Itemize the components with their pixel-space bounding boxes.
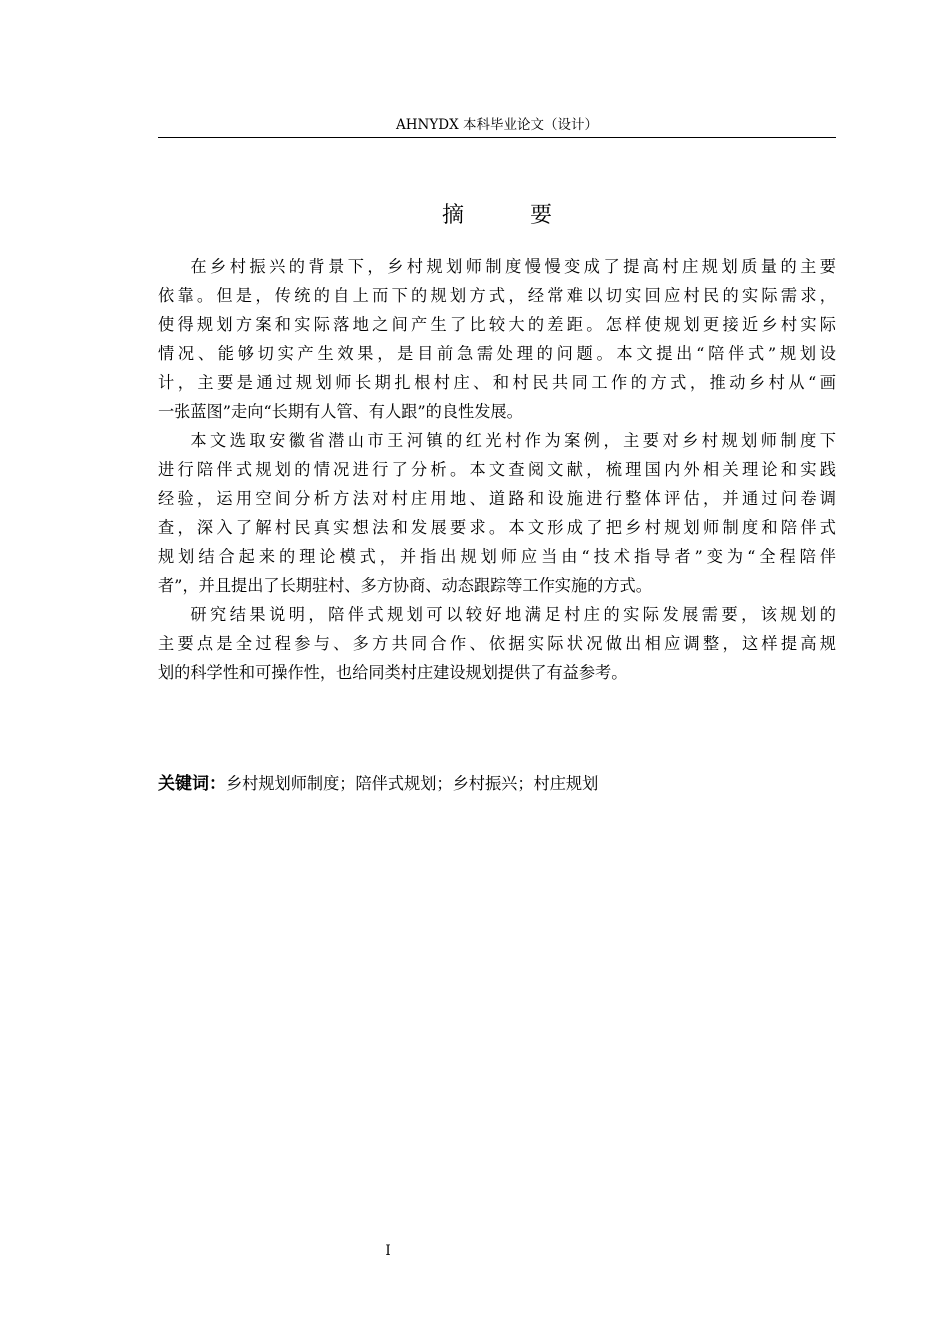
keywords-text: 乡村规划师制度；陪伴式规划；乡村振兴；村庄规划 [226, 774, 599, 793]
text-line: 在乡村振兴的背景下，乡村规划师制度慢慢变成了提高村庄规划质量的主要 [190, 257, 836, 276]
text-line: 规划结合起来的理论模式，并指出规划师应当由“技术指导者”变为“全程陪伴 [158, 547, 836, 566]
page-number: I [385, 1243, 391, 1259]
text-line: 本文选取安徽省潜山市王河镇的红光村作为案例，主要对乡村规划师制度下 [190, 431, 836, 450]
text-line: 研究结果说明，陪伴式规划可以较好地满足村庄的实际发展需要，该规划的 [190, 605, 836, 624]
text-line: 一张蓝图”走向“长期有人管、有人跟”的良性发展。 [158, 402, 523, 421]
text-line: 经验，运用空间分析方法对村庄用地、道路和设施进行整体评估，并通过问卷调 [158, 489, 836, 508]
abstract-paragraph-2 [158, 426, 836, 600]
page-header: AHNYDX 本科毕业论文（设计） [396, 117, 598, 133]
text-line: 划的科学性和可操作性，也给同类村庄建设规划提供了有益参考。 [158, 663, 628, 682]
keywords [158, 769, 836, 799]
header-rule [158, 137, 836, 138]
text-line: 主要点是全过程参与、多方共同合作、依据实际状况做出相应调整，这样提高规 [158, 634, 836, 653]
text-line: 计，主要是通过规划师长期扎根村庄、和村民共同工作的方式，推动乡村从“画 [158, 373, 836, 392]
text-line: 依靠。但是，传统的自上而下的规划方式，经常难以切实回应村民的实际需求， [158, 286, 836, 305]
abstract-paragraph-3 [158, 600, 836, 687]
text-line: 者”，并且提出了长期驻村、多方协商、动态跟踪等工作实施的方式。 [158, 576, 652, 595]
text-line: 使得规划方案和实际落地之间产生了比较大的差距。怎样使规划更接近乡村实际 [158, 315, 836, 334]
abstract-paragraph-1 [158, 252, 836, 426]
keywords-label: 关键词： [158, 774, 226, 794]
abstract-title: 摘 要 [441, 203, 574, 228]
abstract-body [158, 252, 836, 687]
text-line: 查，深入了解村民真实想法和发展要求。本文形成了把乡村规划师制度和陪伴式 [158, 518, 836, 537]
text-line: 情况、能够切实产生效果，是目前急需处理的问题。本文提出“陪伴式”规划设 [158, 344, 836, 363]
text-line: 进行陪伴式规划的情况进行了分析。本文查阅文献，梳理国内外相关理论和实践 [158, 460, 836, 479]
